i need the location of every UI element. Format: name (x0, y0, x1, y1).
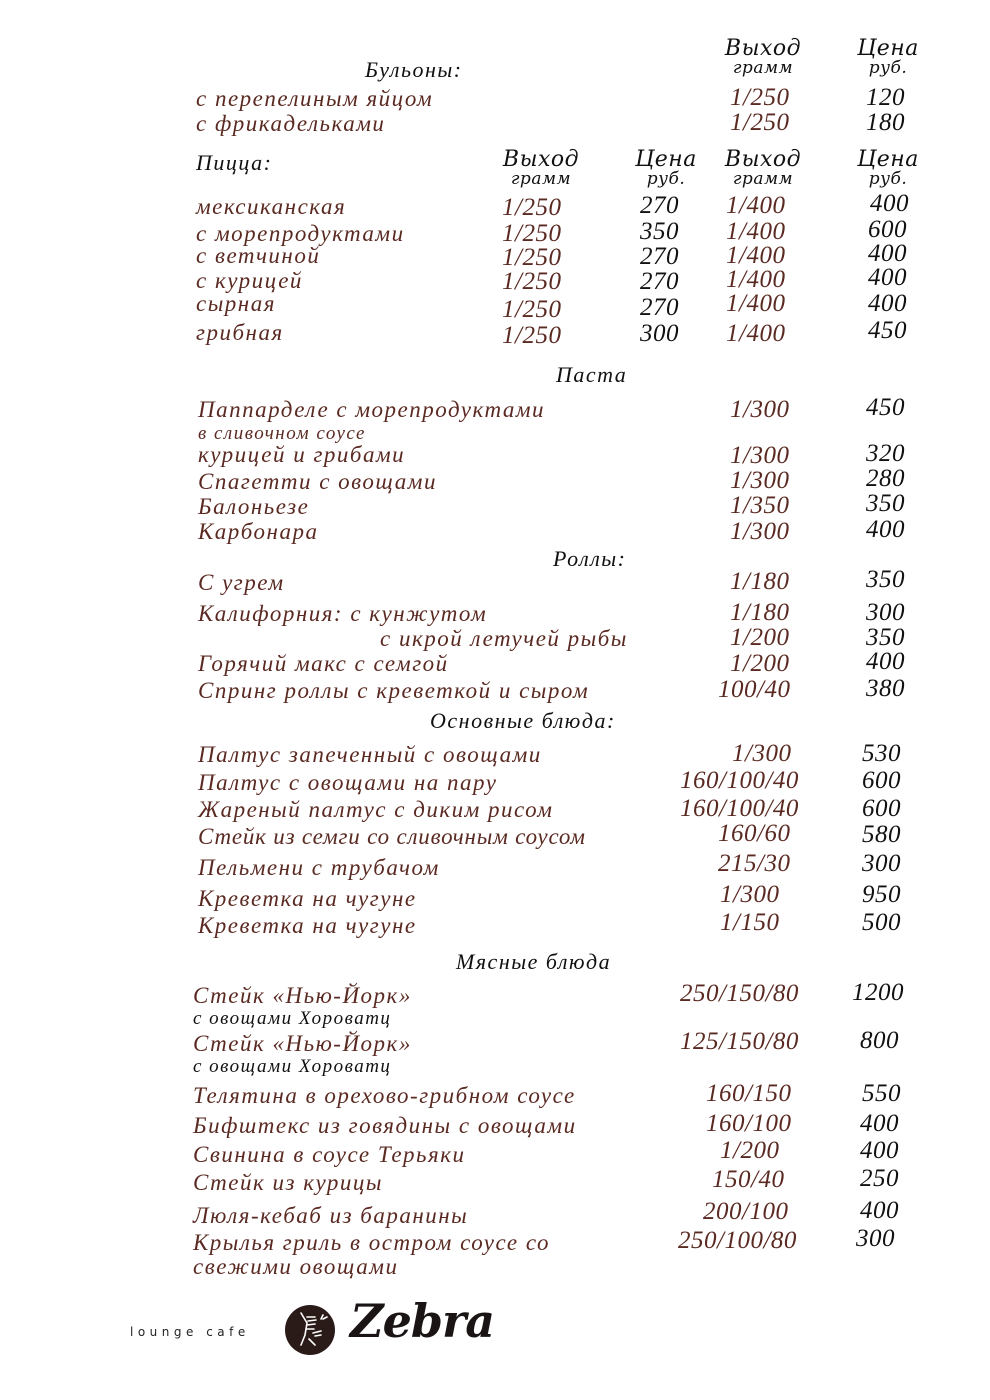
menu-item-price: 450 (866, 394, 905, 421)
menu-item-price: 380 (866, 675, 905, 702)
section-title-rolls: Роллы: (553, 546, 627, 571)
pizza-price-header-small (626, 147, 706, 189)
menu-item-yield: 1/250 (502, 268, 562, 295)
menu-item-price: 500 (862, 909, 901, 936)
menu-item-yield: 1/250 (502, 296, 562, 323)
menu-item-name: Карбонара (198, 519, 319, 544)
menu-item-yield: 1/300 (730, 442, 790, 469)
menu-item-name: Телятина в орехово-грибном соусе (193, 1083, 576, 1108)
menu-item-price: 950 (862, 881, 901, 908)
menu-item-price: 270 (640, 268, 679, 295)
menu-item-yield: 1/250 (502, 244, 562, 271)
menu-item-price: 270 (640, 192, 679, 219)
menu-item-price: 530 (862, 740, 901, 767)
yield-header-title: Выход (502, 147, 580, 172)
menu-item-name: Палтус запеченный с овощами (198, 742, 542, 767)
menu-item-yield: 1/180 (730, 599, 790, 626)
yield-header-title: Выход (724, 147, 802, 172)
menu-item-price: 580 (862, 821, 901, 848)
menu-item-price: 400 (868, 264, 907, 291)
menu-item-name: мексиканская (196, 194, 347, 219)
menu-item-yield: 100/40 (718, 676, 791, 703)
menu-item-name: курицей и грибами (198, 442, 406, 467)
section-title-pizza: Пицца: (196, 150, 273, 175)
menu-item-yield: 150/40 (712, 1166, 785, 1193)
menu-item-name: Горячий макс с семгой (198, 651, 449, 676)
menu-item-price: 400 (868, 290, 907, 317)
menu-item-price: 120 (866, 84, 905, 111)
menu-item-name: Палтус с овощами на пару (198, 770, 498, 795)
menu-item-yield: 1/400 (726, 218, 786, 245)
menu-item-name: Люля-кебаб из баранины (193, 1203, 469, 1228)
yield-header-title: Выход (724, 36, 802, 61)
menu-item-yield: 1/350 (730, 492, 790, 519)
menu-item-yield: 1/400 (726, 320, 786, 347)
menu-item-price: 270 (640, 243, 679, 270)
menu-item-price: 800 (860, 1027, 899, 1054)
section-title-meat: Мясные блюда (456, 949, 612, 974)
menu-item-name: Спринг роллы с креветкой и сыром (198, 678, 590, 703)
menu-item-yield: 1/200 (730, 650, 790, 677)
menu-item-yield: 160/100/40 (680, 795, 799, 822)
menu-item-price: 1200 (852, 979, 904, 1006)
price-header-unit: руб. (646, 169, 686, 189)
pizza-yield-header-large (718, 147, 808, 189)
menu-item-name: в сливочном соусе (198, 423, 366, 444)
menu-item-yield: 1/150 (720, 909, 780, 936)
menu-item-name: Креветка на чугуне (198, 913, 417, 938)
menu-item-name: Стейк из курицы (193, 1170, 383, 1195)
yield-header-unit: грамм (732, 169, 794, 189)
menu-item-name: Стейк из семги со сливочным соусом (198, 824, 586, 849)
menu-item-price: 450 (868, 317, 907, 344)
menu-item-yield: 160/150 (706, 1080, 792, 1107)
menu-item-price: 180 (866, 109, 905, 136)
menu-item-price: 270 (640, 294, 679, 321)
menu-item-yield: 1/250 (502, 322, 562, 349)
menu-item-name: грибная (196, 320, 284, 345)
menu-item-name: Стейк «Нью-Йорк» (193, 1031, 412, 1056)
section-title-pasta: Паста (556, 362, 628, 387)
menu-item-yield: 200/100 (703, 1198, 789, 1225)
section-title-broths: Бульоны: (365, 57, 463, 82)
menu-item-price: 400 (868, 240, 907, 267)
menu-item-name: с морепродуктами (196, 221, 405, 246)
menu-item-name: Спагетти с овощами (198, 469, 437, 494)
menu-item-price: 300 (856, 1225, 895, 1252)
section-title-main: Основные блюда: (430, 708, 616, 733)
menu-item-price: 300 (866, 599, 905, 626)
menu-item-yield: 250/100/80 (678, 1227, 797, 1254)
menu-item-price: 600 (862, 767, 901, 794)
menu-item-name: Крылья гриль в остром соусе со (193, 1230, 550, 1255)
menu-item-price: 300 (640, 320, 679, 347)
menu-item-price: 300 (862, 850, 901, 877)
menu-item-yield: 1/400 (726, 242, 786, 269)
menu-item-yield: 1/400 (726, 192, 786, 219)
menu-item-name: Калифорния: с кунжутом (198, 601, 488, 626)
menu-item-price: 350 (866, 490, 905, 517)
menu-item-yield: 1/250 (730, 84, 790, 111)
menu-item-price: 400 (860, 1137, 899, 1164)
menu-item-name: Креветка на чугуне (198, 886, 417, 911)
menu-item-note: с овощами Хороватц (193, 1056, 392, 1077)
menu-item-price: 400 (870, 190, 909, 217)
price-header (848, 36, 928, 78)
menu-item-name: сырная (196, 291, 276, 316)
menu-item-name: с ветчиной (196, 243, 321, 268)
menu-item-name: Пельмени с трубачом (198, 855, 440, 880)
zebra-emblem-icon (285, 1305, 335, 1355)
menu-item-yield: 1/180 (730, 568, 790, 595)
menu-item-yield: 1/200 (720, 1137, 780, 1164)
menu-item-yield: 160/60 (718, 820, 791, 847)
menu-item-price: 350 (640, 218, 679, 245)
menu-item-yield: 215/30 (718, 850, 791, 877)
price-header-title: Цена (857, 147, 919, 172)
menu-item-yield: 1/250 (502, 194, 562, 221)
price-header-unit: руб. (868, 169, 908, 189)
menu-item-price: 320 (866, 440, 905, 467)
menu-item-yield: 1/200 (730, 624, 790, 651)
yield-header-unit: грамм (510, 169, 572, 189)
menu-item-yield: 1/300 (730, 396, 790, 423)
menu-item-yield: 160/100 (706, 1110, 792, 1137)
menu-item-price: 400 (866, 648, 905, 675)
menu-item-yield: 1/250 (730, 109, 790, 136)
yield-header-unit: грамм (732, 58, 794, 78)
menu-item-yield: 1/300 (720, 881, 780, 908)
menu-item-name: с перепелиным яйцом (196, 86, 434, 111)
menu-item-name: Стейк «Нью-Йорк» (193, 983, 412, 1008)
menu-item-price: 280 (866, 465, 905, 492)
price-header-title: Цена (635, 147, 697, 172)
brand-wordmark: Zebra (350, 1294, 495, 1348)
menu-item-name: Паппарделе с морепродуктами (198, 397, 546, 422)
menu-item-price: 400 (860, 1197, 899, 1224)
footer-tagline: lounge cafe (130, 1325, 250, 1339)
pizza-price-header-large (848, 147, 928, 189)
menu-item-price: 350 (866, 624, 905, 651)
menu-item-price: 350 (866, 566, 905, 593)
menu-item-name: С угрем (198, 570, 285, 595)
menu-item-yield: 1/400 (726, 266, 786, 293)
menu-item-yield: 1/400 (726, 290, 786, 317)
menu-item-price: 550 (862, 1080, 901, 1107)
price-header-title: Цена (857, 36, 919, 61)
menu-item-price: 250 (860, 1165, 899, 1192)
menu-item-yield: 1/250 (502, 220, 562, 247)
menu-item-note: с овощами Хороватц (193, 1008, 392, 1029)
menu-item-name: с икрой летучей рыбы (380, 626, 628, 651)
menu-item-price: 400 (866, 516, 905, 543)
menu-item-name: Жареный палтус с диким рисом (198, 797, 554, 822)
zebra-logo-icon (285, 1305, 335, 1355)
menu-item-yield: 160/100/40 (680, 767, 799, 794)
menu-item-yield: 1/300 (730, 518, 790, 545)
menu-item-name: Бифштекс из говядины с овощами (193, 1113, 577, 1138)
menu-item-note: свежими овощами (193, 1254, 399, 1279)
menu-item-name: Свинина в соусе Терьяки (193, 1142, 466, 1167)
price-header-unit: руб. (868, 58, 908, 78)
menu-item-yield: 1/300 (730, 467, 790, 494)
menu-item-yield: 1/300 (732, 740, 792, 767)
menu-item-name: с курицей (196, 268, 303, 293)
pizza-yield-header-small (496, 147, 586, 189)
yield-header (718, 36, 808, 78)
menu-item-yield: 125/150/80 (680, 1028, 799, 1055)
menu-item-price: 600 (862, 795, 901, 822)
menu-item-price: 600 (868, 216, 907, 243)
menu-item-price: 400 (860, 1110, 899, 1137)
menu-item-name: Балоньезе (198, 494, 310, 519)
menu-item-yield: 250/150/80 (680, 980, 799, 1007)
menu-item-name: с фрикадельками (196, 111, 386, 136)
